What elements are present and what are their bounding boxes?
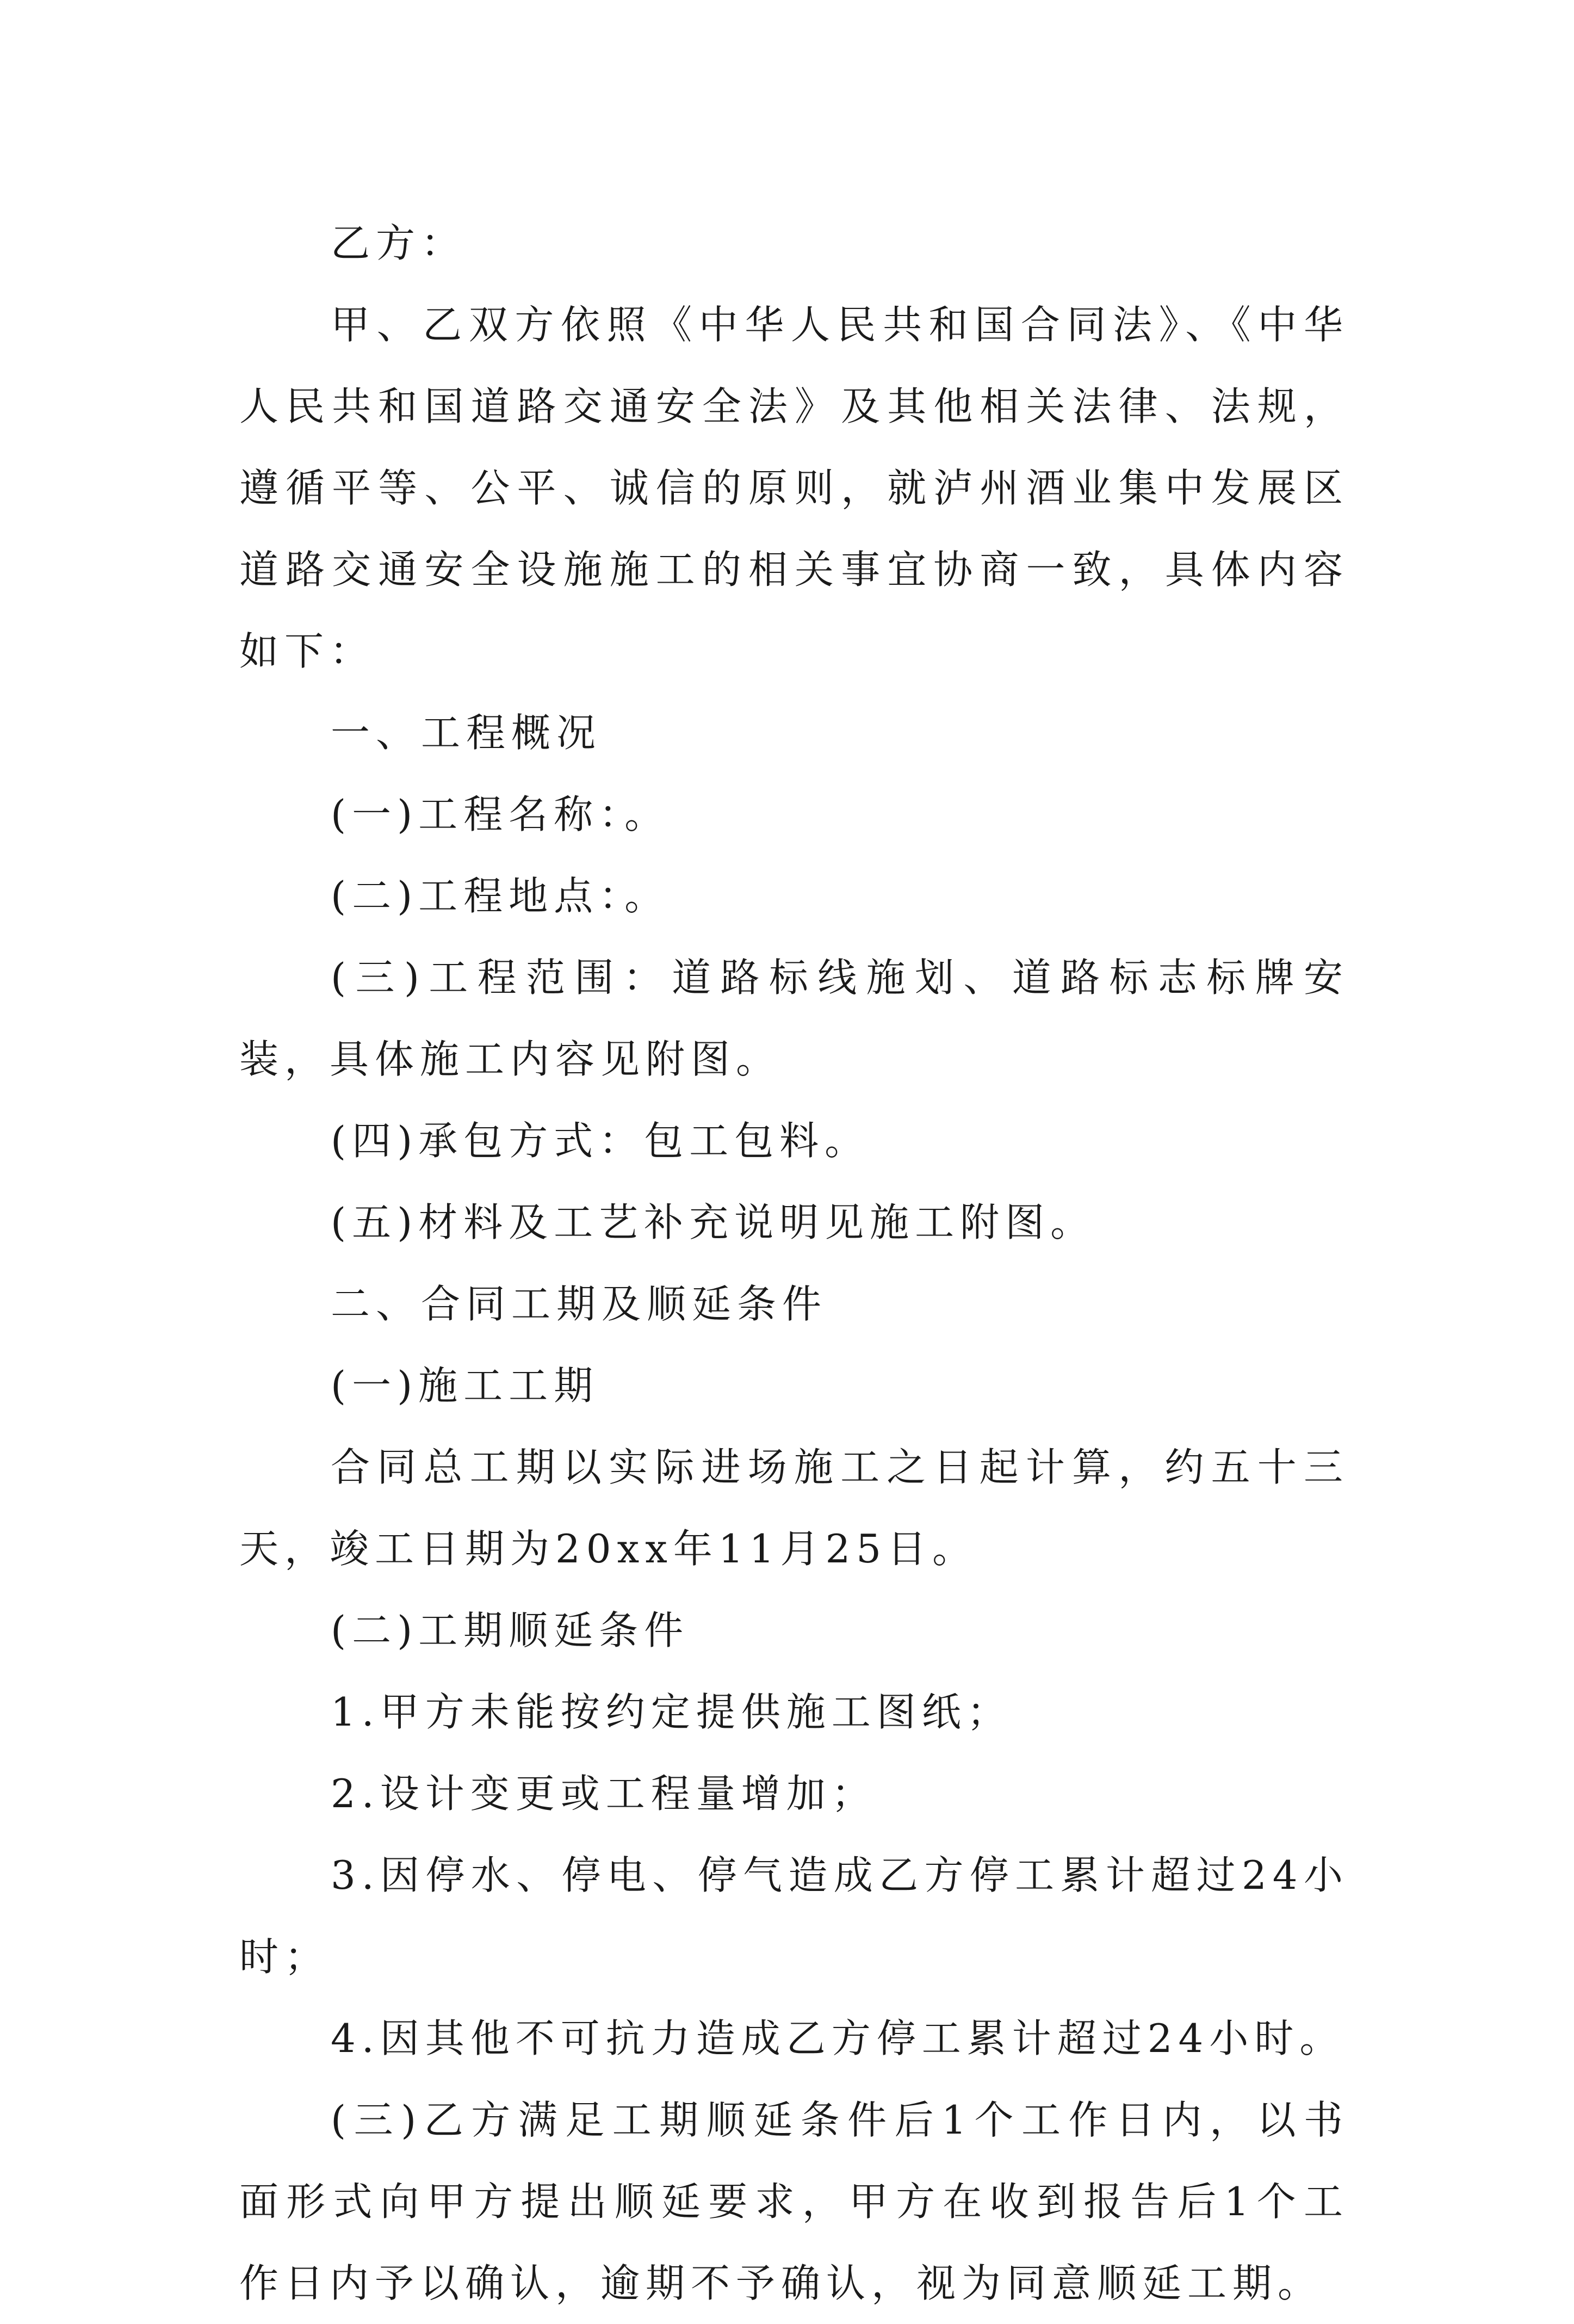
section-heading-schedule: 二、合同工期及顺延条件 (331, 1281, 828, 1327)
clause-period-text: 合同总工期以实际进场施工之日起计算，约五十三天，竣工日期为20xx年11月25日。 (239, 1444, 1349, 1572)
clause-contract-method: (四)承包方式：包工包料。 (331, 1118, 870, 1164)
clause-materials-note: (五)材料及工艺补充说明见施工附图。 (331, 1200, 1096, 1245)
clause-construction-period: (一)施工工期 (331, 1363, 599, 1408)
clause-project-name: (一)工程名称：。 (331, 792, 670, 837)
list-item-3: 3.因停水、停电、停气造成乙方停工累计超过24小时； (239, 1852, 1349, 1980)
clause-extension-conditions: (二)工期顺延条件 (331, 1608, 690, 1653)
list-item-1: 1.甲方未能按约定提供施工图纸； (331, 1689, 1012, 1735)
section-heading-overview: 一、工程概况 (331, 710, 602, 756)
clause-project-scope: (三)工程范围：道路标线施划、道路标志标牌安装，具体施工内容见附图。 (239, 955, 1349, 1082)
contract-preamble: 甲、乙双方依照《中华人民共和国合同法》、《中华人民共和国道路交通安全法》及其他相关法律、法规，遵循平等、公平、诚信的原则，就泸州酒业集中发展区道路交通安全设施施工的相关事宜协商一致，具体内容如下： (239, 302, 1349, 674)
list-item-2: 2.设计变更或工程量增加； (331, 1771, 877, 1816)
clause-project-location: (二)工程地点：。 (331, 873, 670, 919)
clause-extension-procedure: (三)乙方满足工期顺延条件后1个工作日内，以书面形式向甲方提出顺延要求，甲方在收到报告后1个工作日内予以确认，逾期不予确认，视为同意顺延工期。 (239, 2097, 1349, 2306)
party-b-label: 乙方： (331, 220, 467, 266)
list-item-4: 4.因其他不可抗力造成乙方停工累计超过24小时。 (331, 2016, 1345, 2061)
document-body (239, 202, 1349, 2324)
